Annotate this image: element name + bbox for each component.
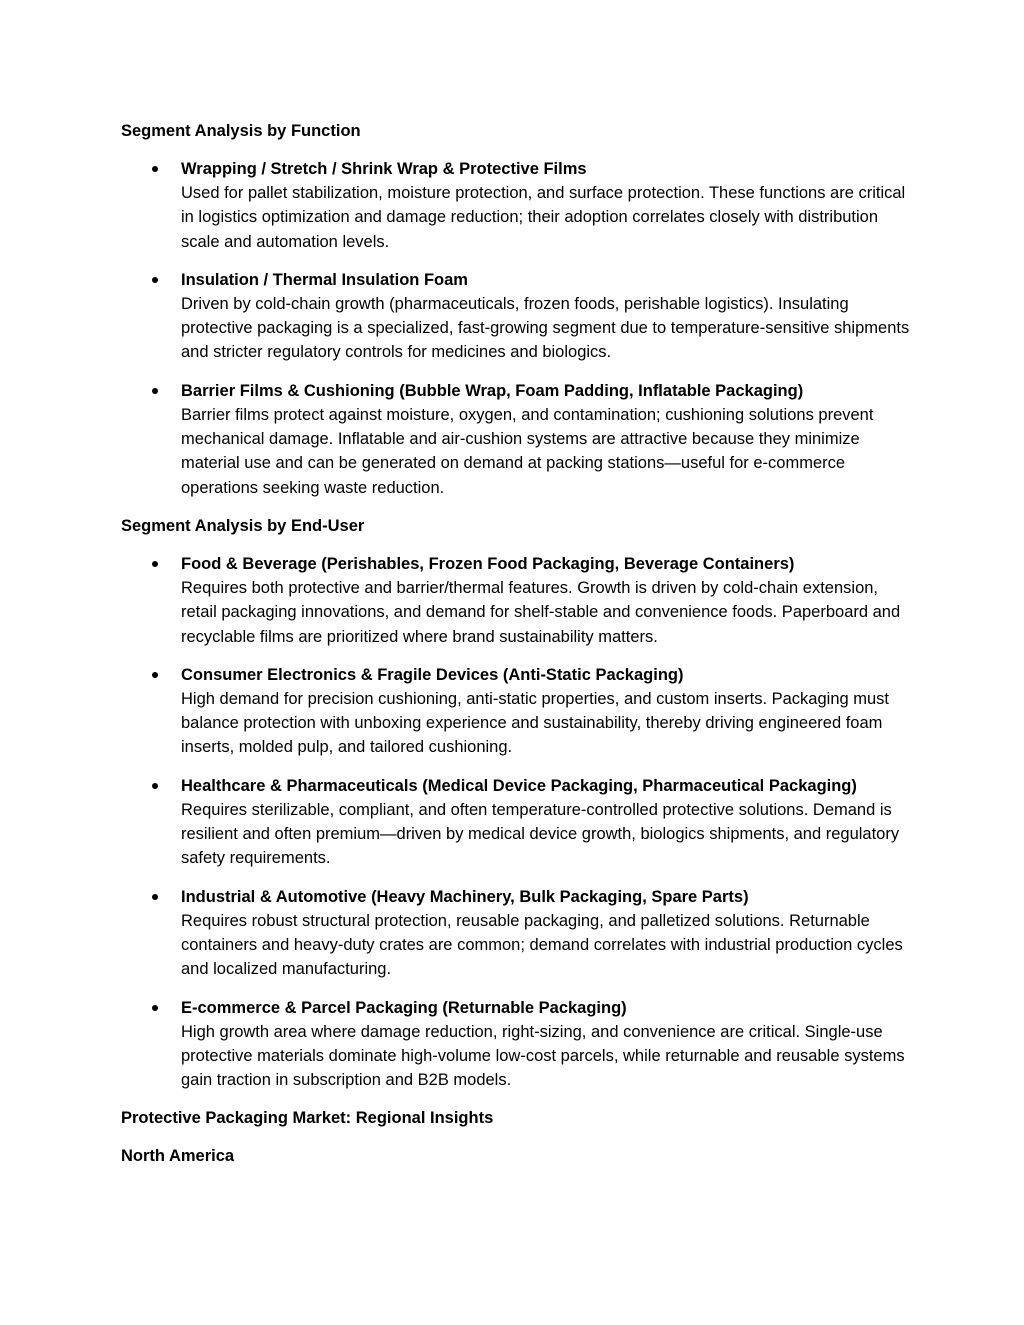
north-america-heading: North America: [121, 1147, 235, 1166]
regional-insights-heading: Protective Packaging Market: Regional Insights: [121, 1109, 494, 1128]
item-body: Used for pallet stabilization, moisture protection, and surface protection. These functions are critical in logistics optimization and damage reduction; their adoption correlates closely with distribution scale and automation levels.: [181, 184, 906, 251]
item-body: Requires sterilizable, compliant, and often temperature-controlled protective solutions. Demand is resilient and often premium—driven by medical device growth, biologics shipments, and regulatory safety requirements.: [181, 800, 900, 868]
item-body: Driven by cold-chain growth (pharmaceuticals, frozen foods, perishable logistics). Insulating protective packaging is a specialized, fast-growing segment due to temperature-sensitive shipments and stricter regulatory controls for medicines and biologics.: [181, 294, 910, 362]
list-item: [121, 774, 911, 871]
end-user-segment-list: [121, 552, 911, 1092]
bullet-icon: [152, 277, 158, 283]
list-item: [121, 663, 911, 760]
item-title: Wrapping / Stretch / Shrink Wrap & Protective Films: [181, 160, 587, 178]
bullet-icon: [152, 894, 158, 900]
item-body: Requires robust structural protection, reusable packaging, and palletized solutions. Returnable containers and heavy-duty crates are common; demand correlates with industrial production cycles and localized manufacturing.: [181, 911, 903, 979]
list-item: [121, 268, 911, 365]
item-title: Barrier Films & Cushioning (Bubble Wrap, Foam Padding, Inflatable Packaging): [181, 381, 804, 400]
item-title: Insulation / Thermal Insulation Foam: [181, 270, 468, 289]
function-segment-list: [121, 157, 911, 500]
item-title: Healthcare & Pharmaceuticals (Medical Device Packaging, Pharmaceutical Packaging): [181, 776, 857, 795]
section-heading-end-user: Segment Analysis by End-User: [121, 516, 365, 535]
item-title: Consumer Electronics & Fragile Devices (Anti-Static Packaging): [181, 665, 684, 684]
list-item: [121, 885, 911, 982]
bullet-icon: [152, 166, 158, 172]
bullet-icon: [152, 561, 158, 567]
bullet-icon: [152, 1005, 158, 1011]
list-item: [121, 157, 911, 254]
document-content: [121, 119, 911, 1182]
section-heading-function: Segment Analysis by Function: [121, 122, 361, 140]
bullet-icon: [152, 388, 158, 394]
item-body: High demand for precision cushioning, anti-static properties, and custom inserts. Packaging must balance protection with unboxing experience and sustainability, thereby driving engineered foam inserts, molded pulp, and tailored cushioning.: [181, 689, 890, 757]
bullet-icon: [152, 783, 158, 789]
item-title: Food & Beverage (Perishables, Frozen Food Packaging, Beverage Containers): [181, 554, 795, 573]
item-body: High growth area where damage reduction, right-sizing, and convenience are critical. Single-use protective materials dominate high-volume low-cost parcels, while returnable and reusable systems gain traction in subscription and B2B models.: [181, 1022, 905, 1090]
item-body: Barrier films protect against moisture, oxygen, and contamination; cushioning solutions prevent mechanical damage. Inflatable and air-cushion systems are attractive because they minimize material use and can be generated on demand at packing stations—useful for e-commerce operations seeking waste reduction.: [181, 405, 874, 497]
item-title: Industrial & Automotive (Heavy Machinery, Bulk Packaging, Spare Parts): [181, 887, 749, 906]
item-body: Requires both protective and barrier/thermal features. Growth is driven by cold-chain extension, retail packaging innovations, and demand for shelf-stable and convenience foods. Paperboard and recyclable films are prioritized where brand sustainability matters.: [181, 578, 901, 646]
list-item: [121, 996, 911, 1093]
item-title: E-commerce & Parcel Packaging (Returnable Packaging): [181, 998, 627, 1017]
list-item: [121, 379, 911, 500]
bullet-icon: [152, 672, 158, 678]
list-item: [121, 552, 911, 649]
